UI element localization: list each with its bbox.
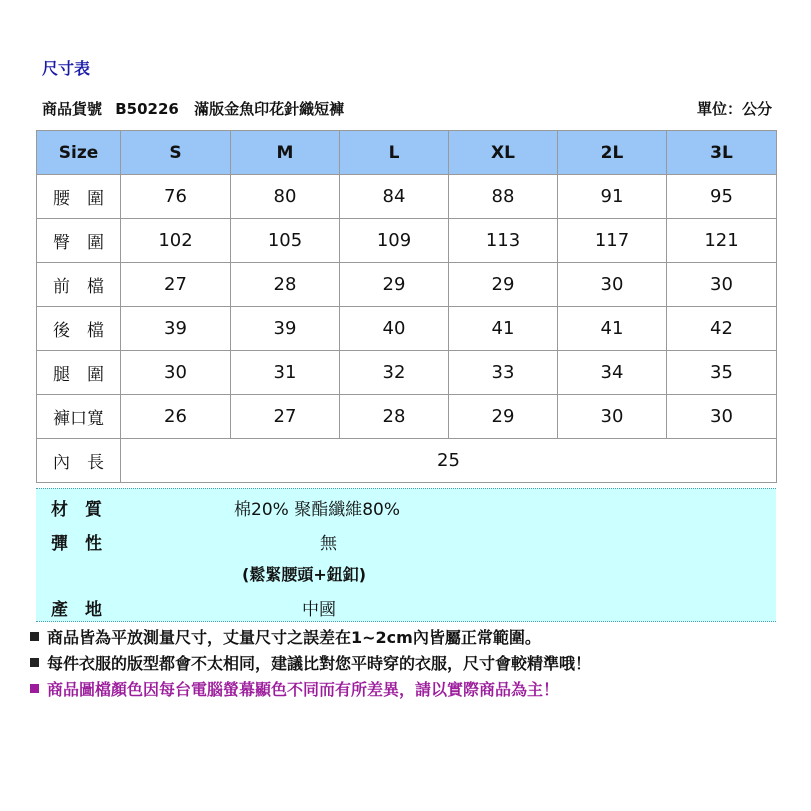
- table-row: [37, 263, 777, 307]
- square-bullet-icon: [30, 684, 39, 693]
- table-cell: 29: [449, 395, 558, 439]
- table-cell: 29: [340, 263, 449, 307]
- table-row: [37, 307, 777, 351]
- table-cell: 32: [340, 351, 449, 395]
- fabric-label: 材 質: [51, 500, 102, 520]
- table-cell: 26: [121, 395, 231, 439]
- table-row: [37, 439, 777, 483]
- origin-value: 中國: [302, 600, 336, 620]
- table-cell: 31: [231, 351, 340, 395]
- row-label: 腰 圍: [37, 175, 121, 219]
- size-header-cell: 3L: [667, 131, 777, 175]
- note-text: 商品圖檔顏色因每台電腦螢幕顯色不同而有所差異，請以實際商品為主！: [47, 680, 560, 699]
- product-info-line: [42, 98, 772, 120]
- table-cell: 102: [121, 219, 231, 263]
- table-row: [37, 219, 777, 263]
- table-cell: 34: [558, 351, 667, 395]
- table-cell: 95: [667, 175, 777, 219]
- elastic-label: 彈 性: [51, 534, 102, 554]
- row-label: 內 長: [37, 439, 121, 483]
- material-section: [36, 488, 776, 622]
- table-cell: 117: [558, 219, 667, 263]
- table-cell: 42: [667, 307, 777, 351]
- note-item: [30, 626, 591, 652]
- note-item: [30, 652, 591, 678]
- table-cell: 41: [558, 307, 667, 351]
- table-cell: 30: [121, 351, 231, 395]
- inseam-cell: 25: [121, 439, 777, 483]
- table-cell: 40: [340, 307, 449, 351]
- square-bullet-icon: [30, 658, 39, 667]
- page-title: 尺寸表: [42, 59, 91, 78]
- product-name: 滿版金魚印花針織短褲: [194, 100, 345, 118]
- table-row: [37, 395, 777, 439]
- elastic-note: (鬆緊腰頭+鈕釦): [242, 565, 367, 584]
- table-cell: 30: [667, 395, 777, 439]
- note-text: 每件衣服的版型都會不太相同，建議比對您平時穿的衣服，尺寸會較精準哦！: [47, 654, 592, 673]
- table-cell: 76: [121, 175, 231, 219]
- table-cell: 84: [340, 175, 449, 219]
- notes-list: [30, 626, 591, 704]
- table-cell: 27: [121, 263, 231, 307]
- table-cell: 121: [667, 219, 777, 263]
- size-header-cell: L: [340, 131, 449, 175]
- note-text: 商品皆為平放測量尺寸，丈量尺寸之誤差在1~2cm內皆屬正常範圍。: [47, 628, 541, 647]
- table-row: [37, 175, 777, 219]
- table-cell: 88: [449, 175, 558, 219]
- size-header-row: [37, 131, 777, 175]
- product-code: B50226: [115, 100, 179, 118]
- table-cell: 109: [340, 219, 449, 263]
- table-cell: 30: [558, 395, 667, 439]
- table-cell: 28: [231, 263, 340, 307]
- table-cell: 28: [340, 395, 449, 439]
- table-cell: 41: [449, 307, 558, 351]
- table-cell: 113: [449, 219, 558, 263]
- row-label: 臀 圍: [37, 219, 121, 263]
- size-header-cell: M: [231, 131, 340, 175]
- product-code-label: 商品貨號: [42, 100, 103, 118]
- product-info: [42, 98, 344, 119]
- origin-label: 產 地: [51, 600, 102, 620]
- fabric-value: 棉20% 聚酯纖維80%: [234, 500, 400, 520]
- table-cell: 29: [449, 263, 558, 307]
- size-header-cell: 2L: [558, 131, 667, 175]
- row-label: 褲口寬: [37, 395, 121, 439]
- table-cell: 33: [449, 351, 558, 395]
- row-label: 後 檔: [37, 307, 121, 351]
- note-item: [30, 678, 591, 704]
- row-label: 腿 圍: [37, 351, 121, 395]
- table-cell: 105: [231, 219, 340, 263]
- table-cell: 39: [231, 307, 340, 351]
- size-table: [36, 130, 777, 483]
- unit-label: 單位：公分: [696, 100, 772, 118]
- table-cell: 27: [231, 395, 340, 439]
- row-label: 前 檔: [37, 263, 121, 307]
- elastic-value: 無: [320, 534, 337, 554]
- table-row: [37, 351, 777, 395]
- table-cell: 30: [558, 263, 667, 307]
- table-cell: 35: [667, 351, 777, 395]
- table-cell: 80: [231, 175, 340, 219]
- table-cell: 39: [121, 307, 231, 351]
- table-cell: 30: [667, 263, 777, 307]
- size-header-cell: XL: [449, 131, 558, 175]
- table-cell: 91: [558, 175, 667, 219]
- size-header-cell: S: [121, 131, 231, 175]
- square-bullet-icon: [30, 632, 39, 641]
- size-header-cell: Size: [37, 131, 121, 175]
